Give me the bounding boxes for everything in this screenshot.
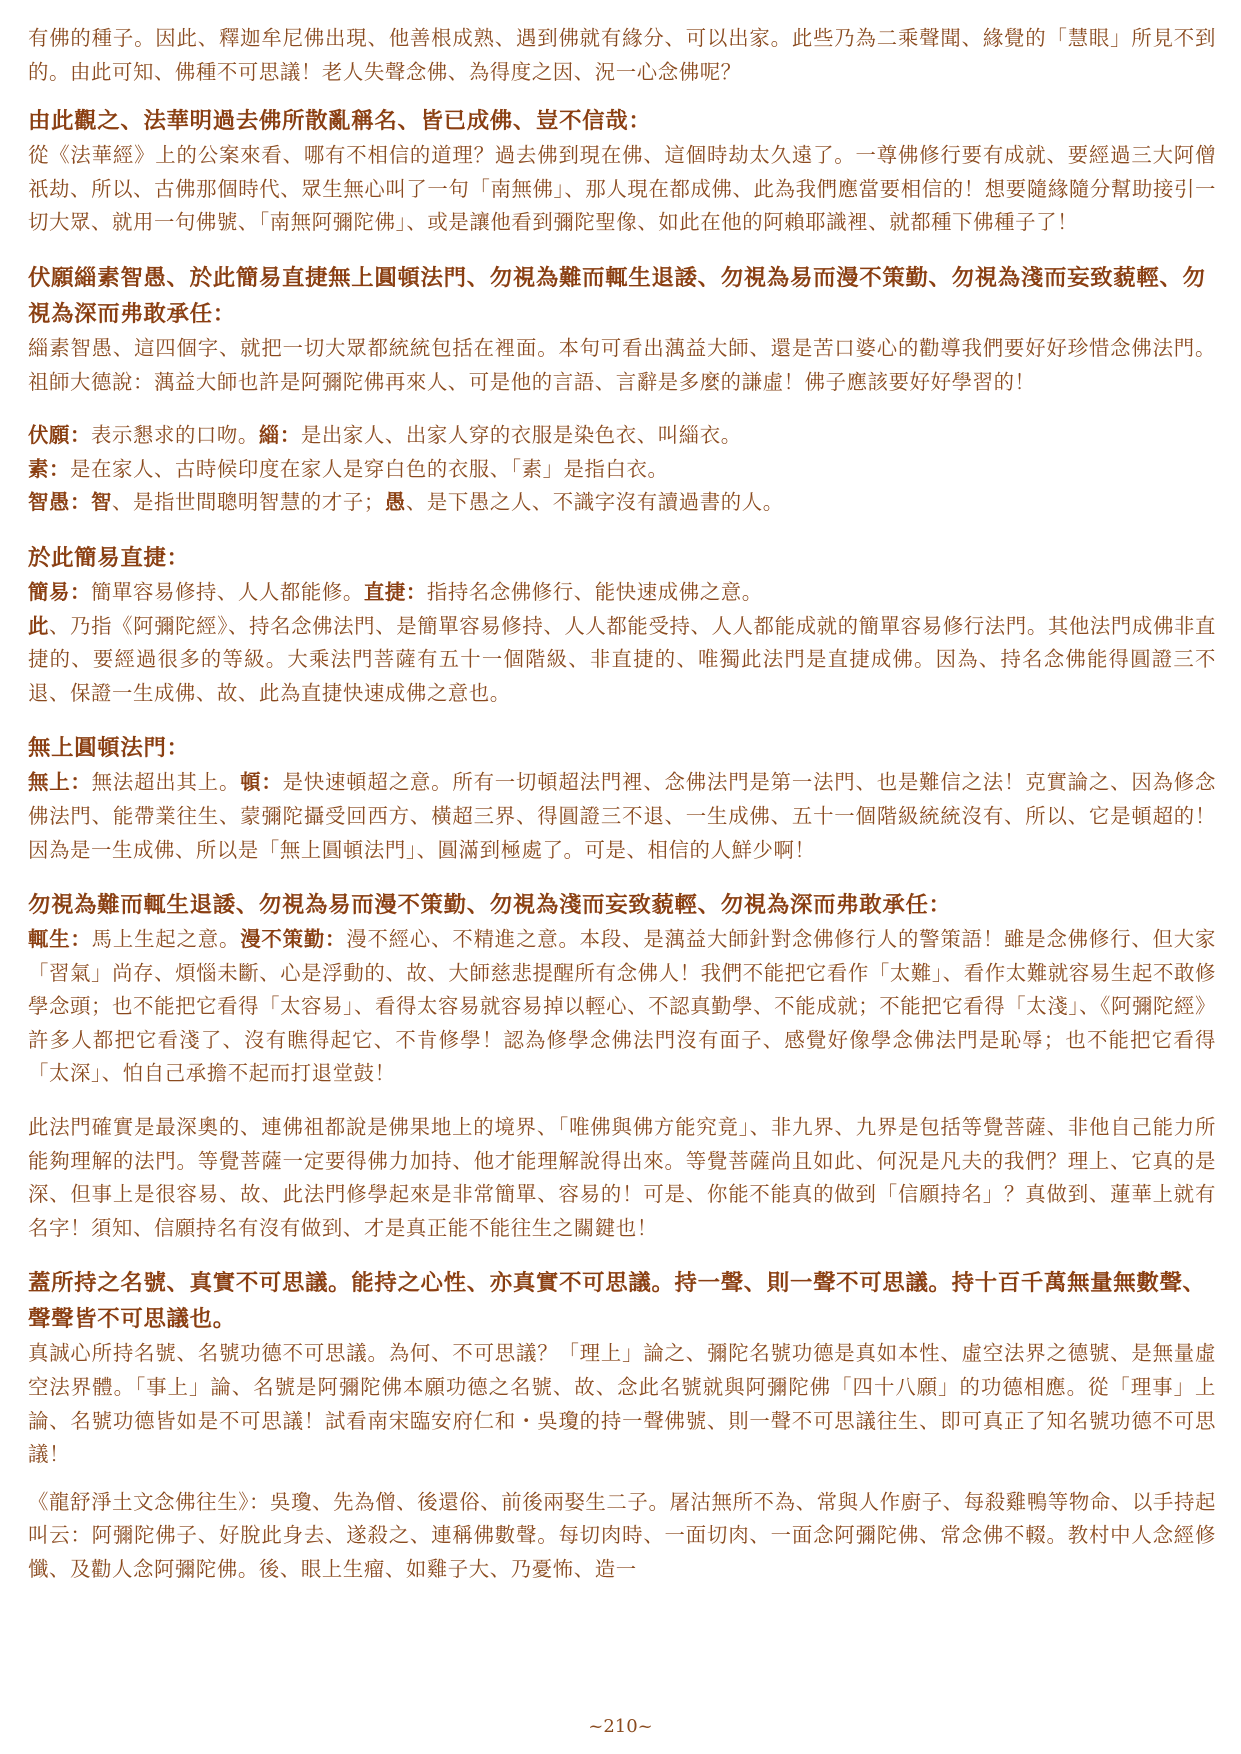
term: 簡易： xyxy=(28,579,91,604)
definition-text: 是出家人、出家人穿的衣服是染色衣、叫緇衣。 xyxy=(300,423,742,448)
paragraph: 有佛的種子。因此、釋迦牟尼佛出現、他善根成熟、遇到佛就有緣分、可以出家。此些乃為二乘聲聞、緣覺的「慧眼」所見不到的。由此可知、佛種不可思議！老人失聲念佛、為得度之因、況一心念佛呢？ xyxy=(28,26,1216,84)
term: 漫不策勤： xyxy=(240,927,347,952)
term: 輒生： xyxy=(28,927,92,952)
term: 此 xyxy=(28,613,50,638)
term: 智愚： xyxy=(28,490,91,515)
definition-text: 、是指世間聰明智慧的才子； xyxy=(111,490,385,515)
term: 緇： xyxy=(258,423,301,448)
paragraph: 此法門確實是最深奧的、連佛祖都說是佛果地上的境界、「唯佛與佛方能究竟」、非九界、九界是包括等覺菩薩、非他自己能力所能夠理解的法門。等覺菩薩一定要得佛力加持、他才能理解說得出來。等覺菩薩尚且如此、何況是凡夫的我們？理上、它真的是深、但事上是很容易、故、此法門修學起來是非常簡單、容易的！可是、你能不能真的做到「信願持名」？真做到、蓮華上就有名字！須知、信願持名有沒有做到、才是真正能不能往生之關鍵也！ xyxy=(28,1115,1216,1240)
definition-text: 是快速頓超之意。所有一切頓超法門裡、念佛法門是第一法門、也是難信之法！克實論之、因為修念佛法門、能帶業往生、蒙彌陀攝受回西方、橫超三界、得圓證三不退、一生成佛、五十一個階級統統沒有、所以、它是頓超的！因為是一生成佛、所以是「無上圓頓法門」、圓滿到極處了。可是、相信的人鮮少啊！ xyxy=(28,770,1216,862)
definition-text: 是在家人、古時候印度在家人是穿白色的衣服、「素」是指白衣。 xyxy=(69,456,669,481)
term: 智 xyxy=(90,490,112,515)
definition-line xyxy=(28,576,1216,610)
paragraph xyxy=(28,766,1216,867)
definition-text: 漫不經心、不精進之意。本段、是蕅益大師針對念佛修行人的警策語！雖是念佛修行、但大家「習氣」尚存、煩惱未斷、心是浮動的、故、大師慈悲提醒所有念佛人！我們不能把它看作「太難」、看作太難就容易生起不敢修學念頭；也不能把它看得「太容易」、看得太容易就容易掉以輕心、不認真勤學、不能成就；不能把它看得「太淺」、《阿彌陀經》許多人都把它看淺了、沒有瞧得起它、不肯修學！認為修學念佛法門沒有面子、感覺好像學念佛法門是恥辱；也不能把它看得「太深」、怕自己承擔不起而打退堂鼓！ xyxy=(28,927,1216,1086)
definition-text: 無法超出其上。 xyxy=(91,770,241,795)
section-heading: 勿視為難而輒生退諉、勿視為易而漫不策勤、勿視為淺而妄致藐輕、勿視為深而弗敢承任： xyxy=(28,892,952,919)
term: 伏願： xyxy=(28,423,91,448)
paragraph xyxy=(28,610,1216,711)
definition-text: 表示懇求的口吻。 xyxy=(90,423,259,448)
term: 無上： xyxy=(28,770,92,795)
paragraph xyxy=(28,923,1216,1091)
paragraph: 從《法華經》上的公案來看、哪有不相信的道理？過去佛到現在佛、這個時劫太久遠了。一尊佛修行要有成就、要經過三大阿僧祇劫、所以、古佛那個時代、眾生無心叫了一句「南無佛」、那人現在都成佛、此為我們應當要相信的！想要隨緣隨分幫助接引一切大眾、就用一句佛號、「南無阿彌陀佛」、或是讓他看到彌陀聖像、如此在他的阿賴耶識裡、就都種下佛種子了！ xyxy=(28,143,1216,235)
definition-text: 簡單容易修持、人人都能修。 xyxy=(90,579,364,604)
section-heading: 蓋所持之名號、真實不可思議。能持之心性、亦真實不可思議。持一聲、則一聲不可思議。持十百千萬無量無數聲、聲聲皆不可思議也。 xyxy=(28,1270,1206,1333)
page-number: ~210~ xyxy=(588,1716,653,1737)
definition-line xyxy=(28,486,1216,520)
paragraph: 緇素智愚、這四個字、就把一切大眾都統統包括在裡面。本句可看出蕅益大師、還是苦口婆心的勸導我們要好好珍惜念佛法門。祖師大德說：蕅益大師也許是阿彌陀佛再來人、可是他的言語、言辭是多麼的謙虛！佛子應該要好好學習的！ xyxy=(28,335,1216,394)
definition-text: 、是下愚之人、不識字沒有讀過書的人。 xyxy=(405,490,784,515)
section-heading: 於此簡易直捷： xyxy=(28,544,190,571)
definition-line xyxy=(28,453,1216,487)
section-heading: 伏願緇素智愚、於此簡易直捷無上圓頓法門、勿視為難而輒生退諉、勿視為易而漫不策勤、勿視為淺而妄致藐輕、勿視為深而弗敢承任： xyxy=(28,264,1206,327)
term: 直捷： xyxy=(363,579,427,604)
definition-text: 、乃指《阿彌陀經》、持名念佛法門、是簡單容易修持、人人都能受持、人人都能成就的簡單容易修行法門。其他法門成佛非直捷的、要經過很多的等級。大乘法門菩薩有五十一個階級、非直捷的、唯獨此法門是直捷成佛。因為、持名念佛能得圓證三不退、保證一生成佛、故、此為直捷快速成佛之意也。 xyxy=(28,613,1216,705)
definition-text: 指持名念佛修行、能快速成佛之意。 xyxy=(426,579,763,604)
paragraph: 真誠心所持名號、名號功德不可思議。為何、不可思議？「理上」論之、彌陀名號功德是真如本性、虛空法界之德號、是無量虛空法界體。「事上」論、名號是阿彌陀佛本願功德之名號、故、念此名號就與阿彌陀佛「四十八願」的功德相應。從「理事」上論、名號功德皆如是不可思議！試看南宋臨安府仁和・吳瓊的持一聲佛號、則一聲不可思議往生、即可真正了知名號功德不可思議！ xyxy=(28,1341,1216,1467)
term: 頓： xyxy=(240,770,283,795)
section-heading: 由此觀之、法華明過去佛所散亂稱名、皆已成佛、豈不信哉： xyxy=(28,108,652,135)
document-page xyxy=(28,22,1216,1587)
paragraph: 《龍舒淨土文念佛往生》：吳瓊、先為僧、後還俗、前後兩娶生二子。屠沽無所不為、常與人作廚子、每殺雞鴨等物命、以手持起叫云：阿彌陀佛子、好脫此身去、遂殺之、連稱佛數聲。每切肉時、一面切肉、一面念阿彌陀佛、常念佛不輟。教村中人念經修懺、及勸人念阿彌陀佛。後、眼上生瘤、如雞子大、乃憂怖、造一 xyxy=(28,1489,1216,1581)
term: 愚 xyxy=(384,490,406,515)
definition-line xyxy=(28,419,1216,453)
term: 素： xyxy=(28,456,70,481)
section-heading: 無上圓頓法門： xyxy=(28,735,190,762)
definition-text: 馬上生起之意。 xyxy=(91,927,241,952)
